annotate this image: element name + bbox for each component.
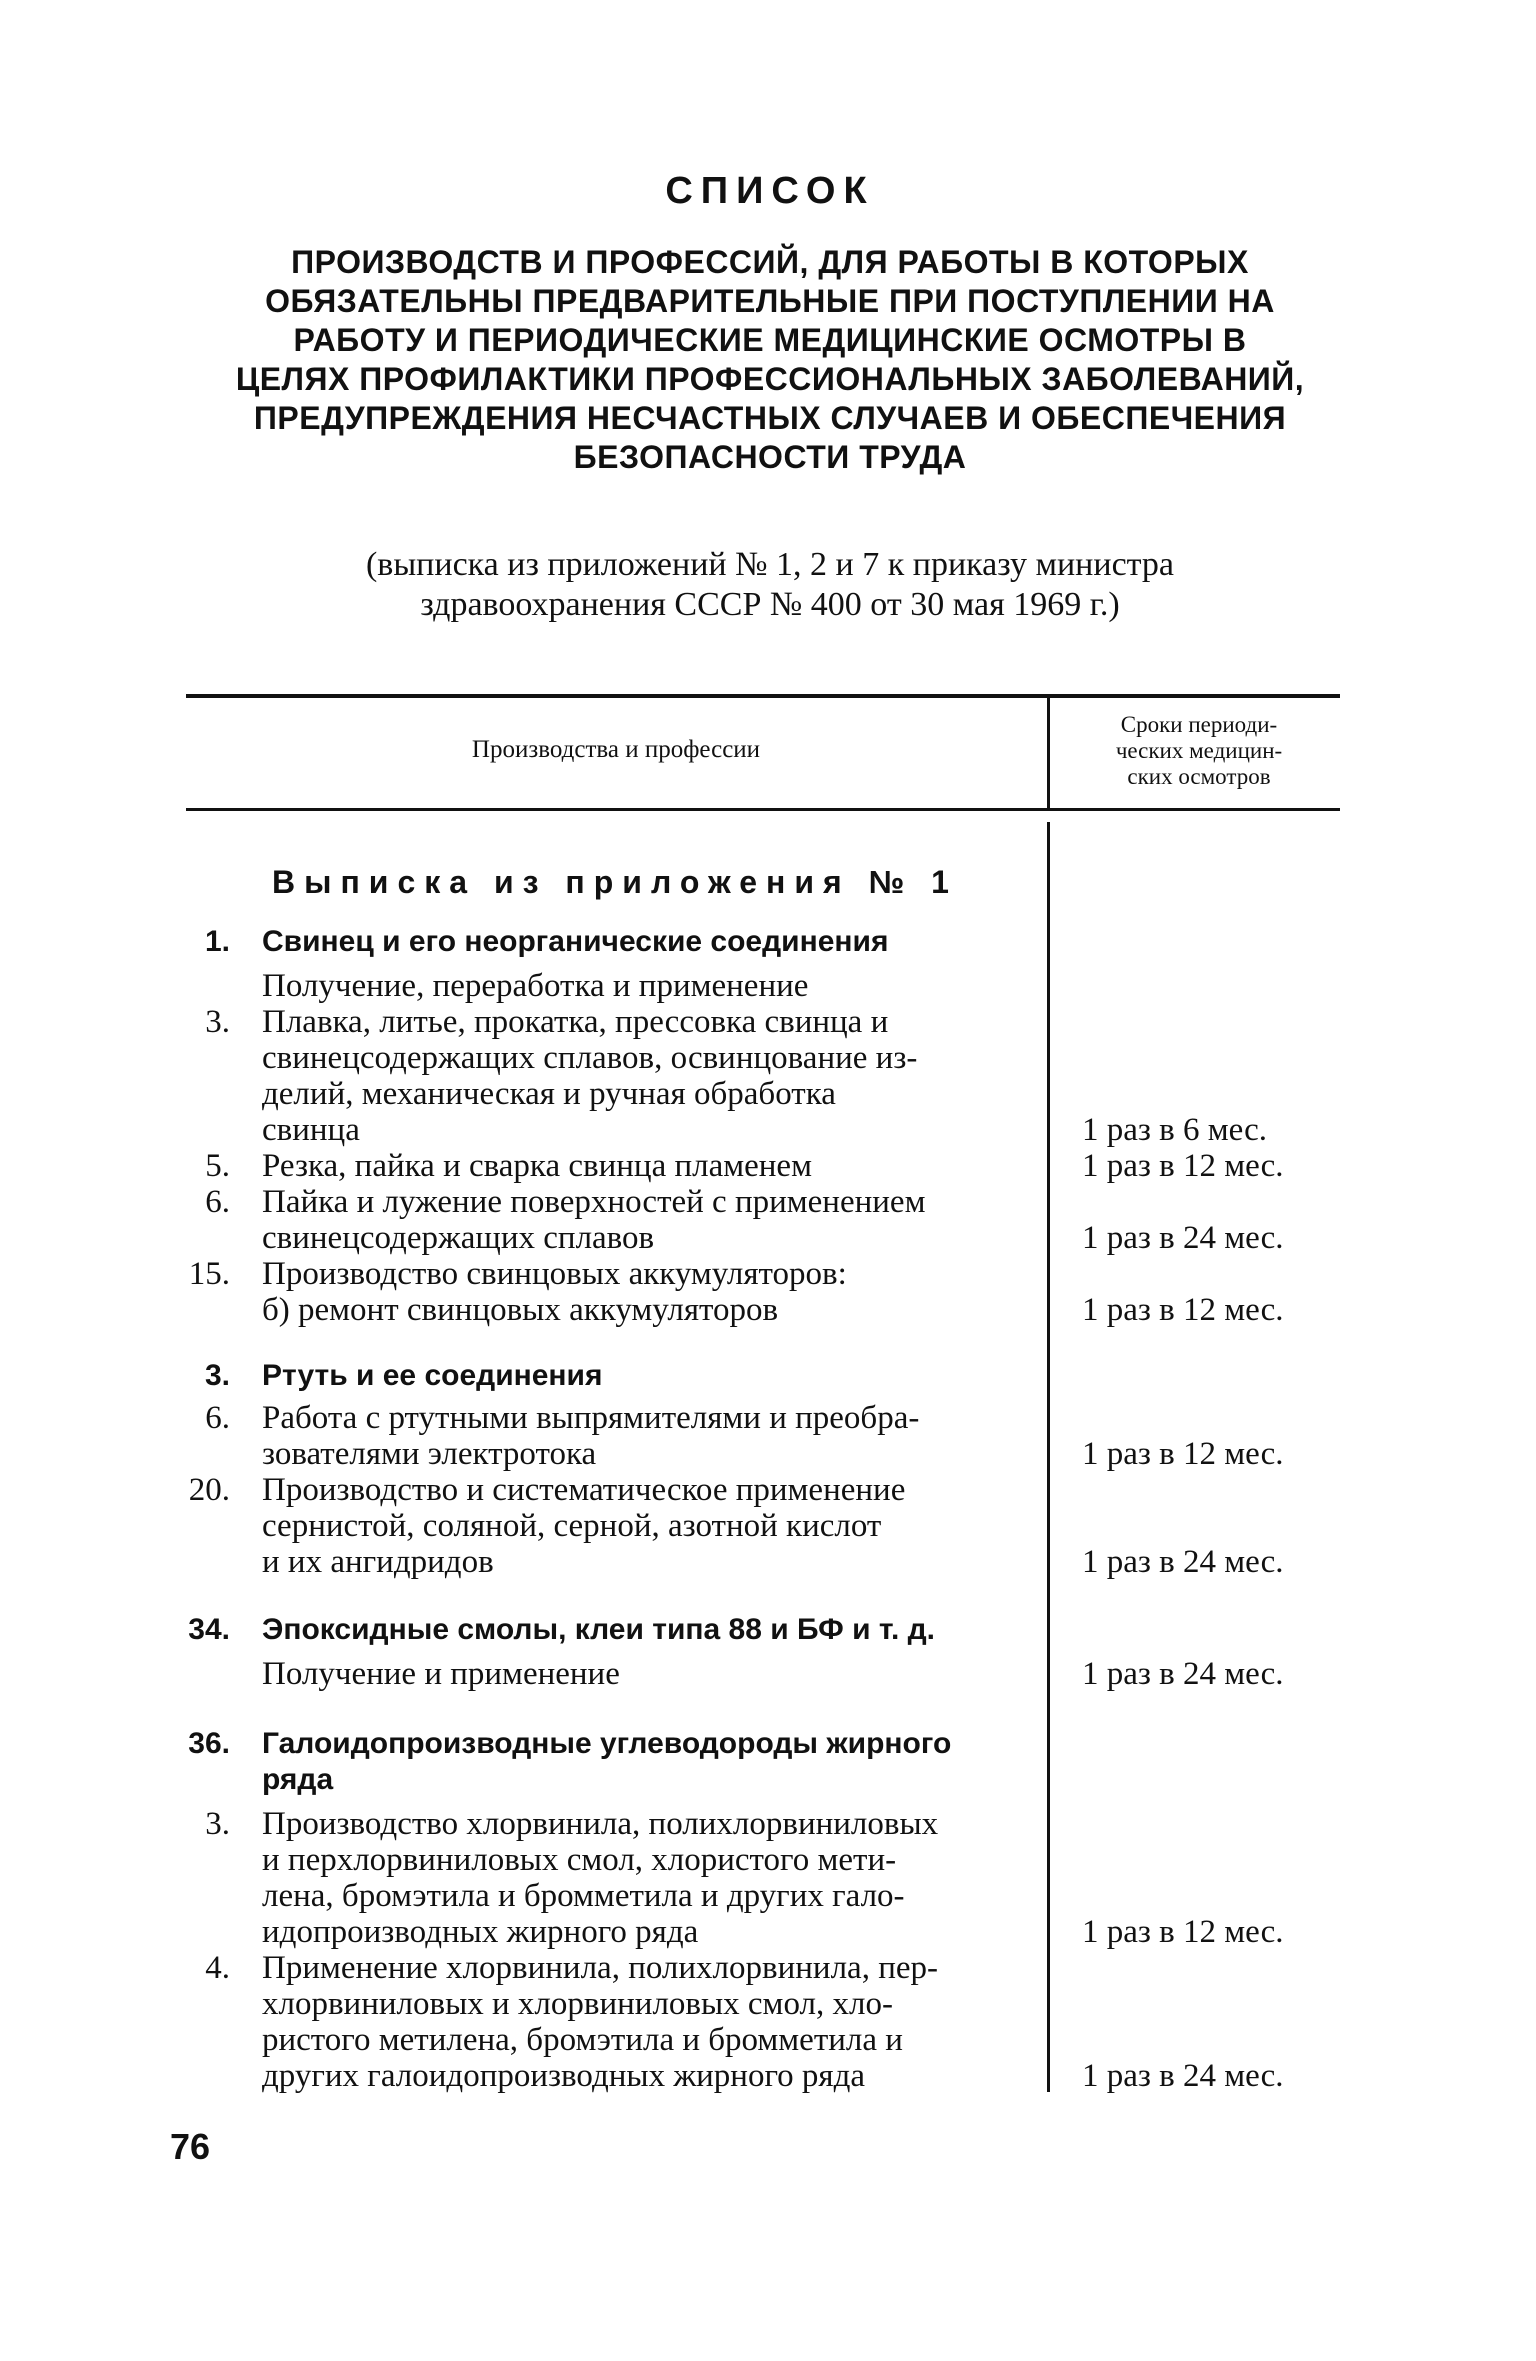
exam-period: 1 раз в 24 мес. xyxy=(1082,2058,1284,2094)
group-title-line: ряда xyxy=(262,1763,334,1796)
page-title: СПИСОК xyxy=(665,170,875,212)
exam-period: 1 раз в 12 мес. xyxy=(1082,1436,1284,1472)
column-header-line: ческих медицин- xyxy=(1115,738,1283,763)
item-number: 15. xyxy=(188,1256,230,1292)
section-title: Выписка из приложения № 1 xyxy=(272,864,958,900)
column-header-line: ских осмотров xyxy=(1127,764,1271,789)
item-text xyxy=(262,1472,1032,1580)
extract-note-line: здравоохранения СССР № 400 от 30 мая 1969 г.) xyxy=(420,586,1120,623)
exam-period: 1 раз в 24 мес. xyxy=(1082,1544,1284,1580)
exam-period: 1 раз в 6 мес. xyxy=(1082,1112,1268,1148)
exam-period: 1 раз в 12 мес. xyxy=(1082,1292,1284,1328)
item-line: Применение хлорвинила, полихлорвинила, пер- xyxy=(262,1950,938,1986)
item-line: и их ангидридов xyxy=(262,1544,494,1580)
subtitle-line: ОБЯЗАТЕЛЬНЫ ПРЕДВАРИТЕЛЬНЫЕ ПРИ ПОСТУПЛЕНИИ НА xyxy=(265,283,1275,319)
item-line: свинецсодержащих сплавов, освинцование из- xyxy=(262,1040,918,1076)
extract-note-line: (выписка из приложений № 1, 2 и 7 к приказу министра xyxy=(365,546,1175,583)
exam-period: 1 раз в 12 мес. xyxy=(1082,1148,1284,1184)
item-line: Производство и систематическое применение xyxy=(262,1472,906,1508)
item-line: ристого метилена, бромэтила и бромметила и xyxy=(262,2022,903,2058)
item-number: 4. xyxy=(205,1950,230,1986)
item-line: сернистой, соляной, серной, азотной кислот xyxy=(262,1508,882,1544)
table-column-divider xyxy=(1047,822,1050,2092)
item-line: лена, бромэтила и бромметила и других гало- xyxy=(262,1878,905,1914)
subtitle-line: БЕЗОПАСНОСТИ ТРУДА xyxy=(573,439,967,475)
group-title xyxy=(262,1726,1032,1798)
item-text xyxy=(262,1004,1032,1148)
item-line: идопроизводных жирного ряда xyxy=(262,1914,699,1950)
column-header-periods xyxy=(1058,712,1340,790)
item-number: 3. xyxy=(205,1004,230,1040)
group-number: 3. xyxy=(204,1359,230,1392)
item-line: Работа с ртутными выпрямителями и преобра- xyxy=(262,1400,920,1436)
group-number: 34. xyxy=(188,1613,230,1646)
group-title-line: Галоидопроизводные углеводороды жирного xyxy=(262,1727,952,1760)
item-text xyxy=(262,1184,1032,1256)
item-text xyxy=(262,1806,1032,1950)
header xyxy=(150,170,1390,477)
item-line: б) ремонт свинцовых аккумуляторов xyxy=(262,1292,779,1328)
item-line: свинецсодержащих сплавов xyxy=(262,1220,655,1256)
subtitle-line: ПРОИЗВОДСТВ И ПРОФЕССИЙ, ДЛЯ РАБОТЫ В КОТОРЫХ xyxy=(291,244,1249,280)
exam-period: 1 раз в 12 мес. xyxy=(1082,1914,1284,1950)
item-text xyxy=(262,1950,1032,2094)
page-number: 76 xyxy=(170,2126,211,2167)
item-text xyxy=(262,1148,1032,1184)
table-header-rule xyxy=(186,808,1340,811)
item-line: Производство хлорвинила, полихлорвиниловых xyxy=(262,1806,939,1842)
item-number: 5. xyxy=(205,1148,230,1184)
group-title: Эпоксидные смолы, клеи типа 88 и БФ и т. д. xyxy=(262,1613,935,1646)
subtitle-line: РАБОТУ И ПЕРИОДИЧЕСКИЕ МЕДИЦИНСКИЕ ОСМОТРЫ В xyxy=(293,322,1247,358)
item-line: и перхлорвиниловых смол, хлористого мети- xyxy=(262,1842,897,1878)
table-top-rule xyxy=(186,694,1340,698)
item-number: 20. xyxy=(188,1472,230,1508)
group-number: 36. xyxy=(188,1727,230,1760)
group-intro: Получение и применение xyxy=(262,1656,620,1692)
item-line: делий, механическая и ручная обработка xyxy=(262,1076,836,1112)
item-text xyxy=(262,1400,1032,1472)
column-header-professions: Производства и профессии xyxy=(471,736,761,763)
group-number: 1. xyxy=(204,925,230,958)
item-line: хлорвиниловых и хлорвиниловых смол, хло- xyxy=(262,1986,893,2022)
group-intro: Получение, переработка и применение xyxy=(262,968,809,1004)
item-line: зователями электротока xyxy=(262,1436,597,1472)
subtitle-line: ЦЕЛЯХ ПРОФИЛАКТИКИ ПРОФЕССИОНАЛЬНЫХ ЗАБОЛЕВАНИЙ, xyxy=(235,361,1305,397)
extract-note xyxy=(200,545,1340,625)
subtitle-line: ПРЕДУПРЕЖДЕНИЯ НЕСЧАСТНЫХ СЛУЧАЕВ И ОБЕСПЕЧЕНИЯ xyxy=(253,400,1287,436)
item-line: Пайка и лужение поверхностей с применением xyxy=(262,1184,926,1220)
item-line: свинца xyxy=(262,1112,360,1148)
group-title: Свинец и его неорганические соединения xyxy=(262,925,889,958)
item-number: 6. xyxy=(205,1400,230,1436)
item-text xyxy=(262,1256,1032,1328)
item-line: Резка, пайка и сварка свинца пламенем xyxy=(262,1148,812,1184)
item-number: 3. xyxy=(205,1806,230,1842)
table-header-divider xyxy=(1047,698,1050,808)
item-line: Производство свинцовых аккумуляторов: xyxy=(262,1256,847,1292)
group-title: Ртуть и ее соединения xyxy=(262,1359,603,1392)
column-header-line: Сроки периоди- xyxy=(1120,712,1278,737)
item-line: других галоидопроизводных жирного ряда xyxy=(262,2058,866,2094)
item-line: Плавка, литье, прокатка, прессовка свинца и xyxy=(262,1004,889,1040)
exam-period: 1 раз в 24 мес. xyxy=(1082,1220,1284,1256)
item-number: 6. xyxy=(205,1184,230,1220)
exam-period: 1 раз в 24 мес. xyxy=(1082,1656,1284,1692)
